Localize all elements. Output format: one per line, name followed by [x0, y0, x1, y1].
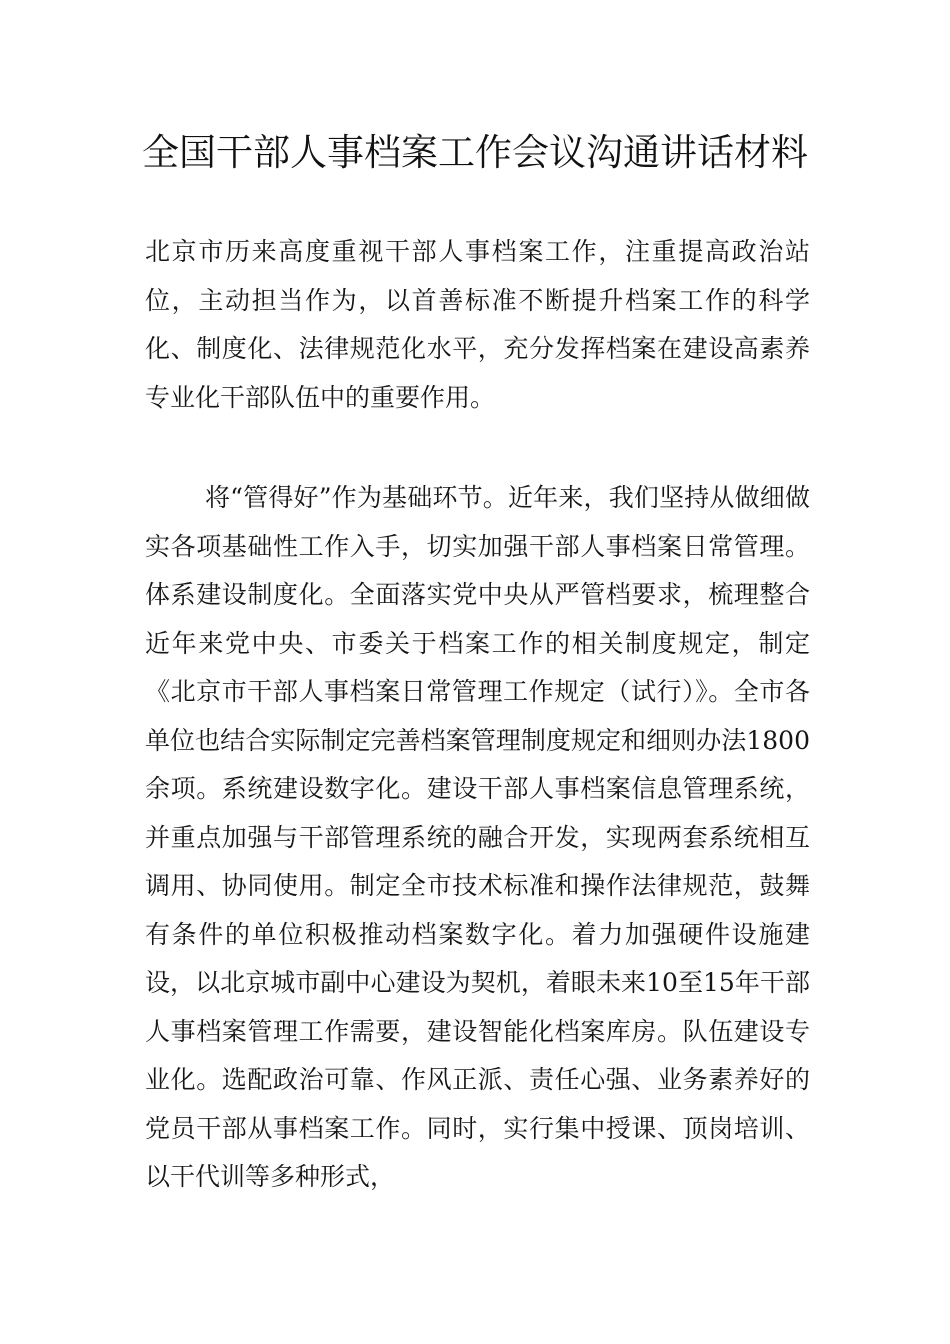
paragraph-intro: 北京市历来高度重视干部人事档案工作，注重提高政治站位，主动担当作为，以首善标准不断提升档案工作的科学化、制度化、法律规范化水平，充分发挥档案在建设高素养专业化干部队伍中的重要作用。	[145, 237, 810, 412]
document-title: 全国干部人事档案工作会议沟通讲话材料	[142, 131, 808, 174]
paragraph-management: 将“管得好”作为基础环节。近年来，我们坚持从做细做实各项基础性工作入手，切实加强干部人事档案日常管理。体系建设制度化。全面落实党中央从严管档要求，梳理整合近年来党中央、市委关于档案工作的相关制度规定，制定《北京市干部人事档案日常管理工作规定（试行）》。全市各单位也结合实际制定完善档案管理制度规定和细则办法1800余项。系统建设数字化。建设干部人事档案信息管理系统，并重点加强与干部管理系统的融合开发，实现两套系统相互调用、协同使用。制定全市技术标准和操作法律规范，鼓舞有条件的单位积极推动档案数字化。着力加强硬件设施建设，以北京城市副中心建设为契机，着眼未来10至15年干部人事档案管理工作需要，建设智能化档案库房。队伍建设专业化。选配政治可靠、作风正派、责任心强、业务素养好的党员干部从事档案工作。同时，实行集中授课、顶岗培训、以干代训等多种形式，	[145, 483, 810, 1191]
